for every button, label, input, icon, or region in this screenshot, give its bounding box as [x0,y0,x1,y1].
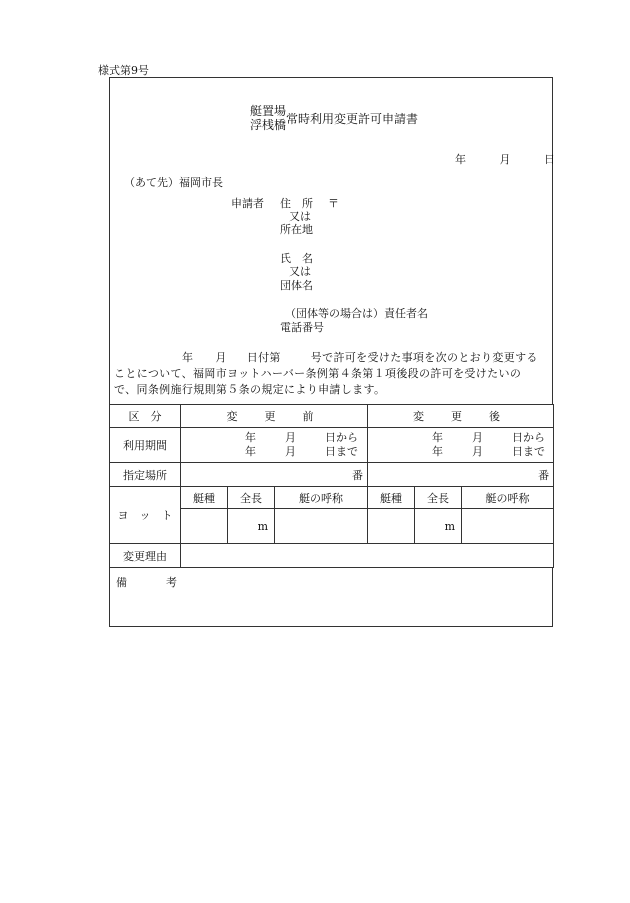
yacht-length-header-after: 全長 [415,487,462,509]
before-header: 変 更 前 [181,405,368,428]
period-label: 利用期間 [110,428,181,463]
form-number: 様式第9号 [98,64,149,77]
phone-label: 電話番号 [280,321,324,334]
period-row [110,428,554,463]
title-main: 常時利用変更許可申請書 [286,111,419,126]
yacht-name-header-before: 艇の呼称 [275,487,368,509]
after-header: 変 更 後 [368,405,554,428]
reason-label: 変更理由 [110,544,181,568]
title-facility-stack [250,105,286,133]
date-year: 年 [455,153,466,166]
yacht-type-before[interactable] [181,509,228,544]
applicant-label: 申請者 [231,197,264,210]
statement-date-no: 日付第 [246,351,281,364]
period-before-cell[interactable]: 年 月 日から 年 月 日まで [181,428,368,463]
location-before-cell[interactable]: 番 [181,463,368,487]
reason-row [110,544,554,568]
remarks-label: 備 考 [116,576,191,589]
responsible-label: （団体等の場合は）責任者名 [285,307,428,320]
yacht-type-header-after: 艇種 [368,487,415,509]
yacht-length-before[interactable]: m [228,509,275,544]
location-label: 所在地 [280,223,313,236]
reason-cell[interactable] [181,544,554,568]
date-line [455,153,555,166]
title-stack-bottom: 浮桟橋 [250,117,287,132]
statement-rest: 号で許可を受けた事項を次のとおり変更する [310,351,538,364]
statement-line-3: で、同条例施行規則第５条の規定により申請します。 [114,382,386,396]
change-details-table [109,404,554,568]
yacht-name-before[interactable] [275,509,368,544]
date-day: 日 [544,153,555,166]
name-label: 氏 名 [280,252,313,265]
date-month: 月 [499,153,511,166]
group-label: 団体名 [280,279,313,292]
form-title [250,105,418,133]
statement-line-1 [114,350,550,366]
table-header-row [110,405,554,428]
remarks-section[interactable] [109,568,553,627]
application-statement [114,350,550,398]
location-row [110,463,554,487]
yacht-type-after[interactable] [368,509,415,544]
yacht-name-after[interactable] [462,509,554,544]
statement-year: 年 [182,351,194,364]
yacht-name-header-after: 艇の呼称 [462,487,554,509]
location-label: 指定場所 [110,463,181,487]
or-label-2: 又は [289,265,311,278]
statement-line-2: ことについて、福岡市ヨットハーバー条例第４条第１項後段の許可を受けたいの [114,366,522,380]
location-after-cell[interactable]: 番 [368,463,554,487]
or-label-1: 又は [289,210,311,223]
category-header: 区 分 [110,405,181,428]
statement-month: 月 [215,351,227,364]
form-header-section [109,77,553,404]
yacht-length-after[interactable]: m [415,509,462,544]
title-stack-top: 艇置場 [250,104,287,118]
yacht-length-header-before: 全長 [228,487,275,509]
postal-mark: 〒 [328,197,339,210]
period-after-cell[interactable]: 年 月 日から 年 月 日まで [368,428,554,463]
yacht-header-row [110,487,554,509]
addressee: （あて先）福岡市長 [124,176,223,189]
address-label: 住 所 [280,197,313,210]
yacht-label: ヨ ッ ト [110,487,181,544]
yacht-type-header-before: 艇種 [181,487,228,509]
